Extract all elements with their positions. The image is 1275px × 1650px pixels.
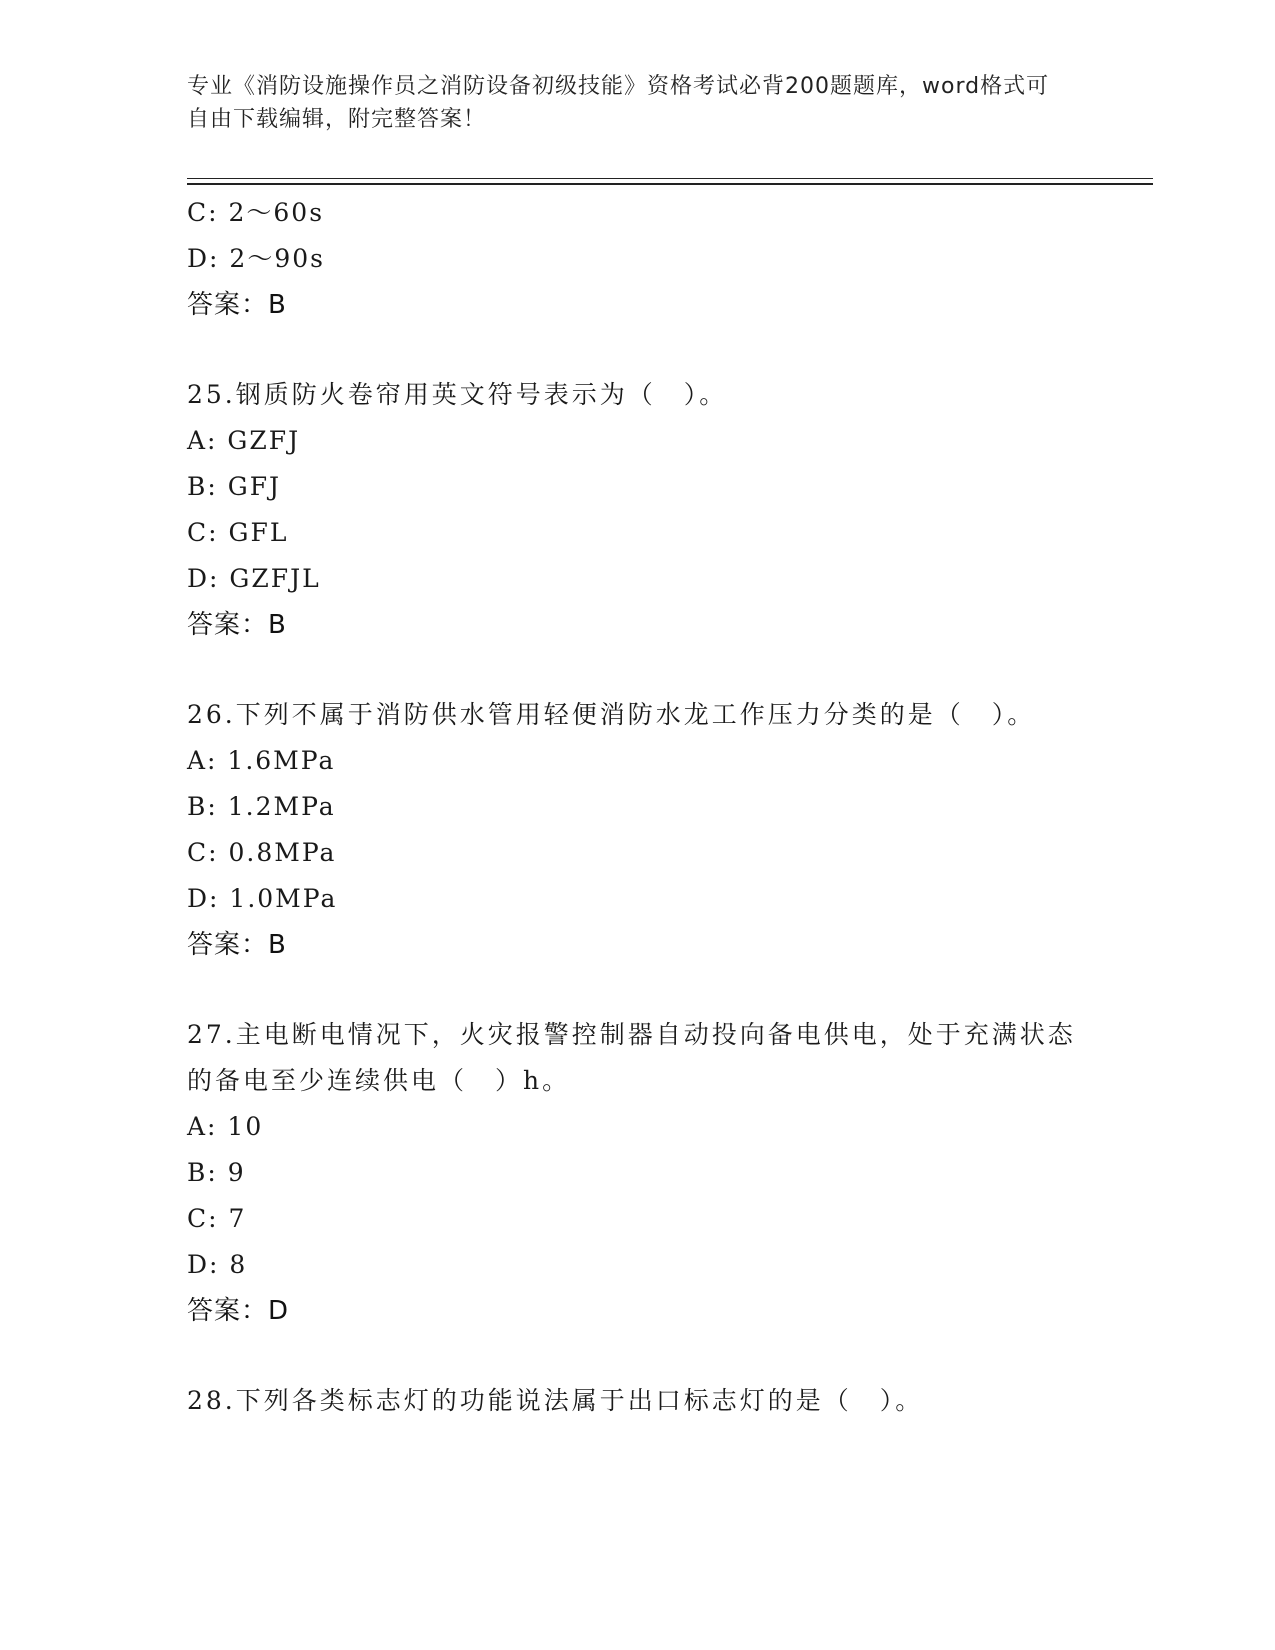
option-c: C: 2～60s	[187, 198, 325, 227]
option-c: C: 7	[187, 1204, 247, 1233]
question-25	[187, 372, 1087, 648]
question-stem: 27.主电断电情况下，火灾报警控制器自动投向备电供电，处于充满状态的备电至少连续供电（ ）h。	[187, 1020, 1076, 1095]
option-d: D: GZFJL	[187, 564, 321, 593]
question-stem: 28.下列各类标志灯的功能说法属于出口标志灯的是（ ）。	[187, 1386, 924, 1415]
header-rule-thin	[187, 178, 1153, 179]
option-c: C: 0.8MPa	[187, 838, 337, 867]
question-stem: 25.钢质防火卷帘用英文符号表示为（ ）。	[187, 380, 728, 409]
question-28	[187, 1378, 1087, 1424]
spacer	[187, 1334, 1087, 1378]
document-header-title: 专业《消防设施操作员之消防设备初级技能》资格考试必背200题题库，word格式可自由下载编辑，附完整答案！	[187, 74, 1050, 132]
option-a: A: 10	[187, 1112, 264, 1141]
option-d: D: 1.0MPa	[187, 884, 338, 913]
option-a: A: GZFJ	[187, 426, 301, 455]
question-26	[187, 692, 1087, 968]
answer-line: 答案：B	[187, 610, 287, 640]
option-c: C: GFL	[187, 518, 289, 547]
question-list	[187, 190, 1087, 1424]
spacer	[187, 648, 1087, 692]
header-rule-thick	[187, 183, 1153, 185]
spacer	[187, 968, 1087, 1012]
option-b: B: 1.2MPa	[187, 792, 336, 821]
question-stem: 26.下列不属于消防供水管用轻便消防水龙工作压力分类的是（ ）。	[187, 700, 1036, 729]
option-d: D: 8	[187, 1250, 248, 1279]
option-d: D: 2～90s	[187, 244, 325, 273]
answer-line: 答案：D	[187, 1296, 290, 1326]
answer-line: 答案：B	[187, 290, 287, 320]
question-27	[187, 1012, 1087, 1334]
option-a: A: 1.6MPa	[187, 746, 336, 775]
spacer	[187, 328, 1087, 372]
option-b: B: 9	[187, 1158, 246, 1187]
question-24-partial	[187, 190, 1087, 328]
answer-line: 答案：B	[187, 930, 287, 960]
option-b: B: GFJ	[187, 472, 282, 501]
